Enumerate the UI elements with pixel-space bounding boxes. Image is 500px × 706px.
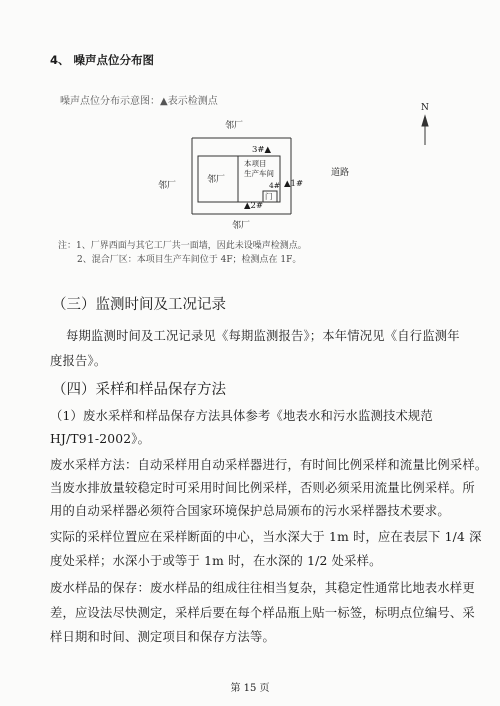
inner-neighbor-label: 邻厂 — [207, 175, 226, 185]
section-3-title: （三）监测时间及工况记录 — [52, 297, 226, 313]
bottom-neighbor-label: 邻厂 — [232, 221, 251, 231]
section-4-line-9: 差，应设法尽快测定，采样后要在每个样品瓶上贴一标签，标明点位编号、采 — [50, 606, 475, 620]
section-4-line-2: HJ/T91-2002》。 — [50, 432, 151, 446]
section-3-line-2: 度报告》。 — [50, 354, 107, 368]
section-heading-noise-map: 4、 噪声点位分布图 — [50, 53, 155, 67]
top-neighbor-label: 邻厂 — [225, 121, 244, 131]
diagram-note-2: 2、混合厂区：本项目生产车间位于 4F；检测点在 1F。 — [77, 255, 302, 265]
workshop-label: 本项目 生产车间 — [244, 159, 274, 178]
point-3: 3#▲ — [252, 145, 272, 155]
left-neighbor-label: 邻厂 — [158, 181, 177, 191]
section-4-line-6: 实际的采样位置应在采样断面的中心，当水深大于 1m 时，应在表层下 1/4 深 — [50, 530, 482, 544]
north-arrow-head — [422, 116, 428, 126]
section-4-line-1: （1）废水采样和样品保存方法具体参考《地表水和污水监测技术规范 — [50, 409, 433, 423]
road-label: 道路 — [331, 168, 350, 178]
page-number: 第 15 页 — [230, 683, 270, 694]
section-4-line-3: 废水采样方法：自动采样用自动采样器进行，有时间比例采样和流量比例采样。 — [50, 458, 488, 472]
diagram-note-1: 注：1、厂界西面与其它工厂共一面墙，因此未设噪声检测点。 — [58, 241, 307, 251]
section-4-line-7: 度处采样；水深小于或等于 1m 时，在水深的 1/2 处采样。 — [50, 554, 382, 568]
diagram-caption: 噪声点位分布示意图：▲表示检测点 — [60, 96, 218, 107]
point-1: ▲1# — [284, 179, 304, 189]
point-4: 4# — [269, 181, 281, 190]
section-4-line-5: 用的自动采样器必须符合国家环境保护总局颁布的污水采样器技术要求。 — [50, 504, 450, 518]
section-4-line-4: 当废水排放量较稳定时可采用时间比例采样，否则必须采用流量比例采样。所 — [50, 481, 475, 495]
point-2: ▲2# — [244, 201, 264, 211]
section-4-title: （四）采样和样品保存方法 — [52, 382, 226, 398]
section-4-line-10: 样日期和时间、测定项目和保存方法等。 — [50, 630, 275, 644]
north-label: N — [421, 103, 429, 113]
section-3-line-1: 每期监测时间及工况记录见《每期监测报告》；本年情况见《自行监测年 — [66, 329, 460, 343]
door-label: 门 — [265, 192, 273, 201]
section-4-line-8: 废水样品的保存：废水样品的组成往往相当复杂，其稳定性通常比地表水样更 — [50, 581, 475, 595]
